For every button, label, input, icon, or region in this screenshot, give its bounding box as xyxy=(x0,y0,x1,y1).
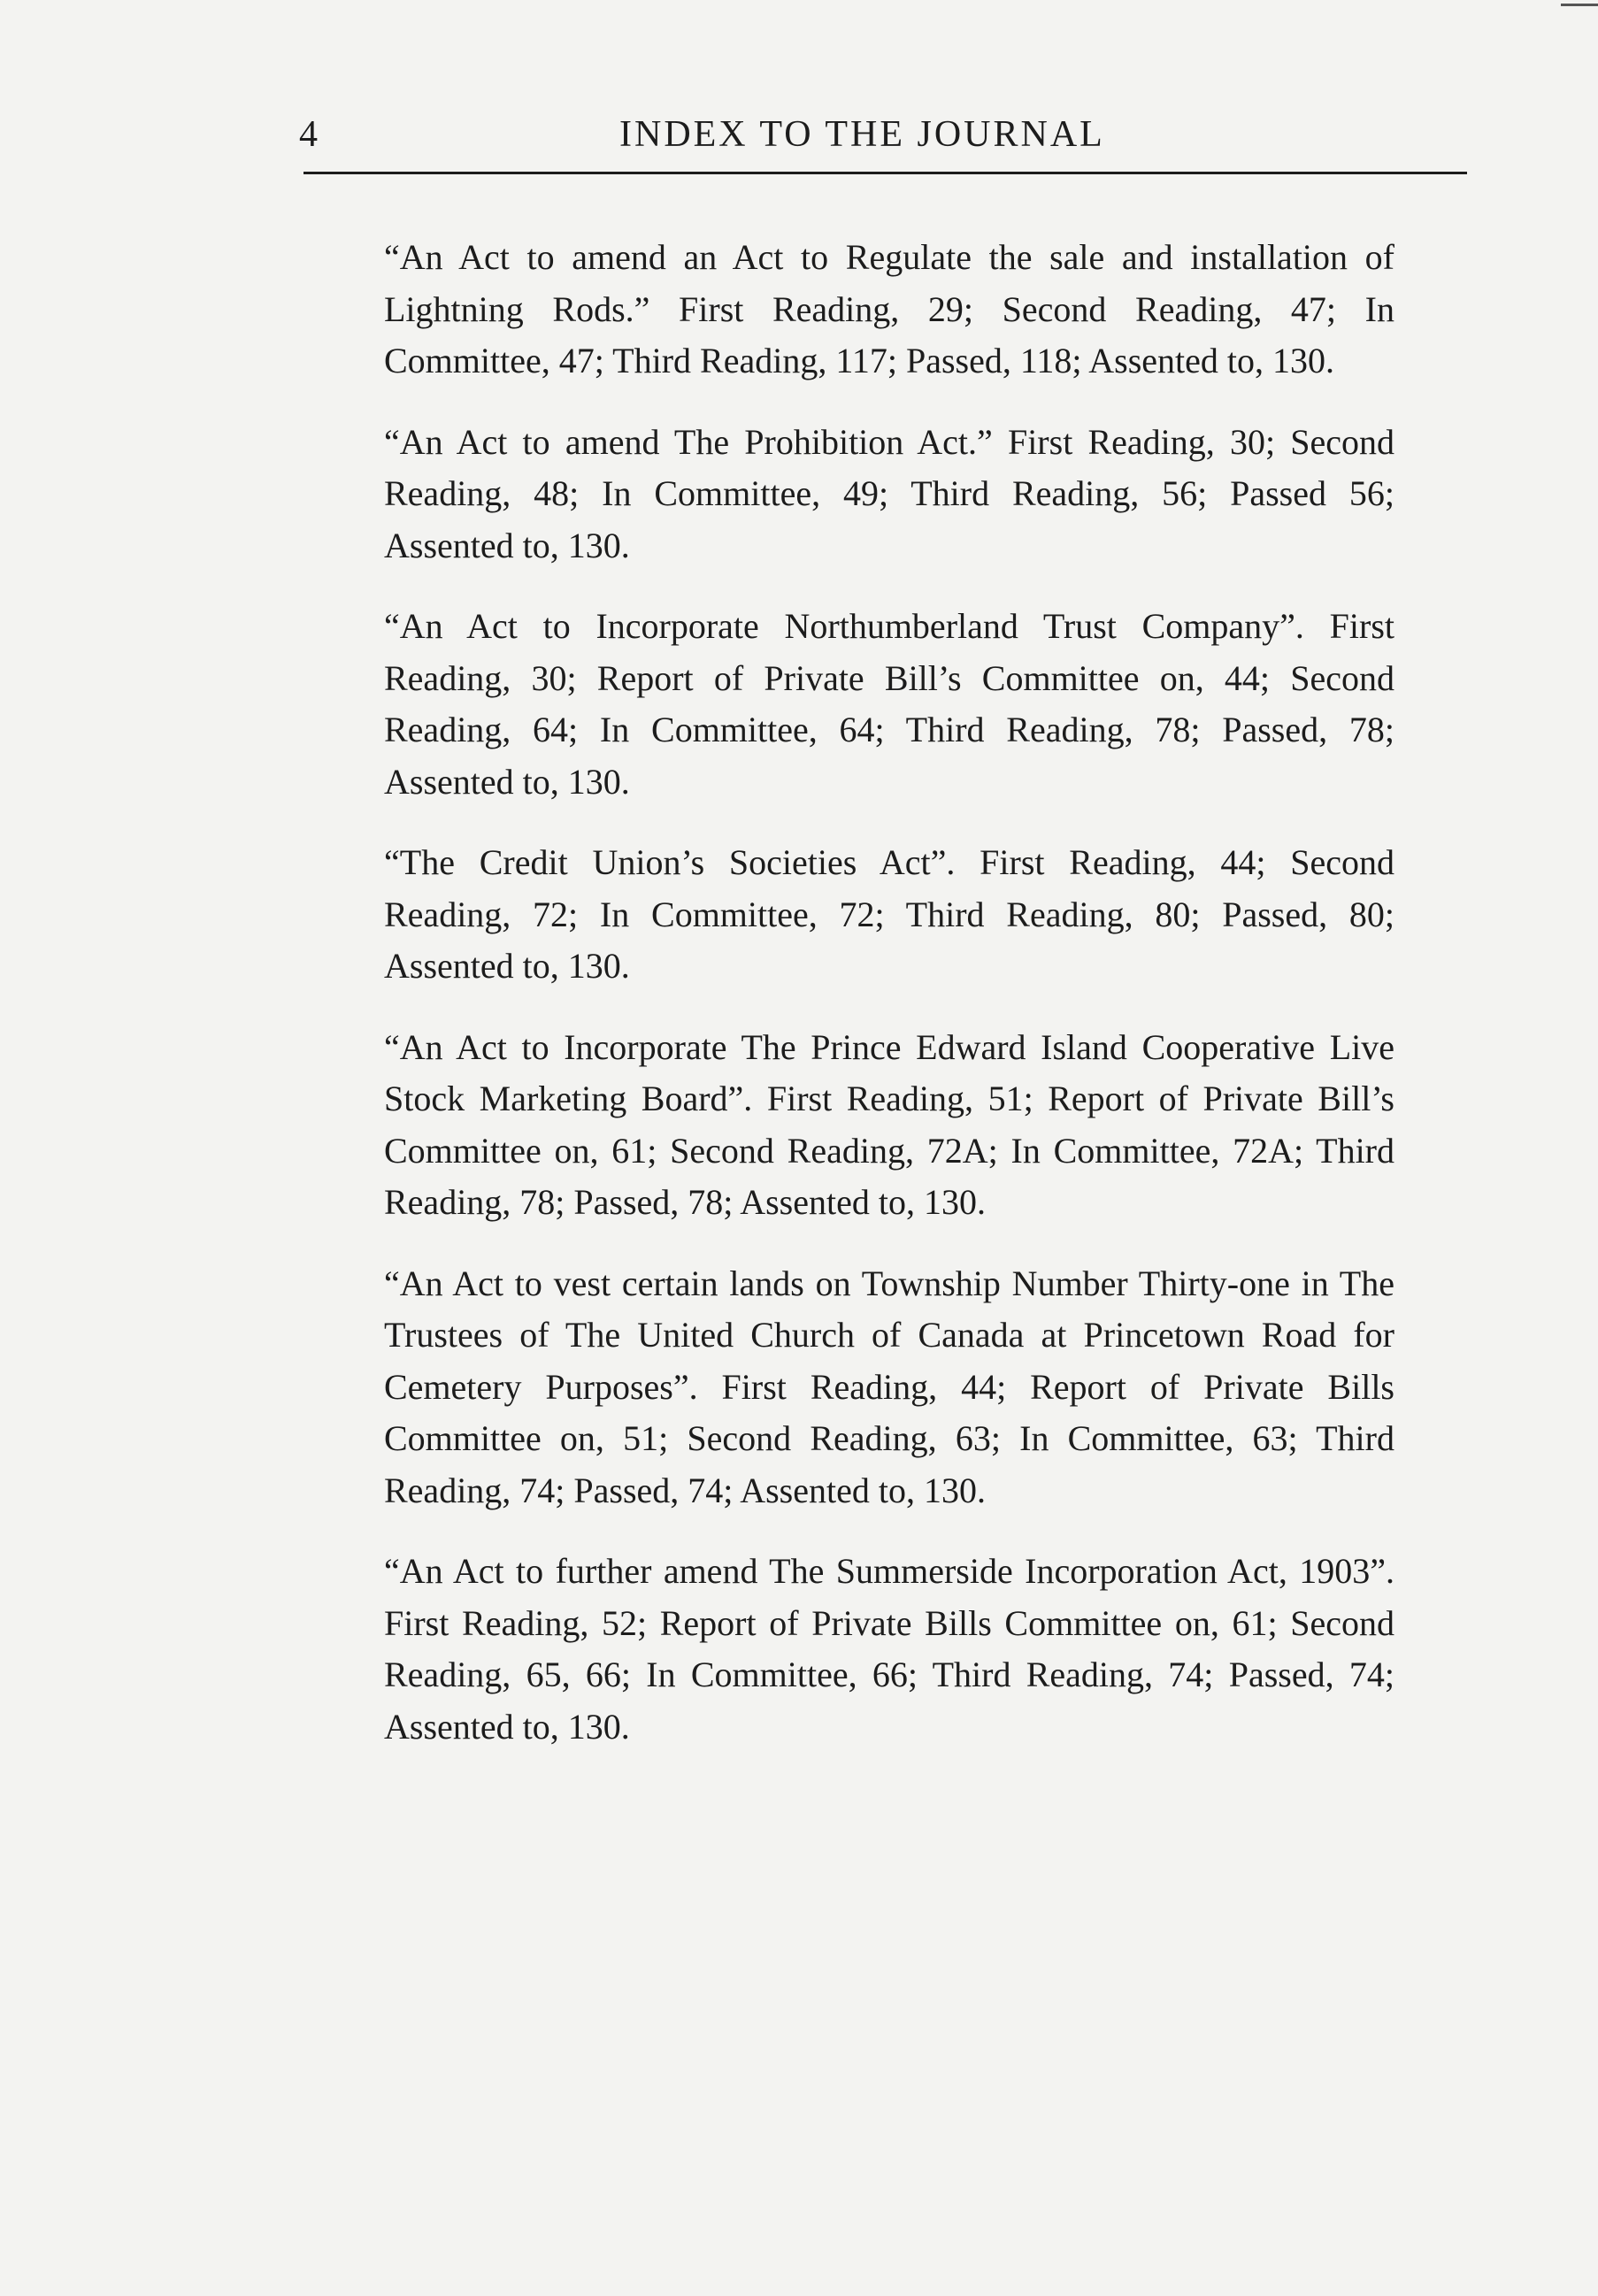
index-entry-prohibition-act: “An Act to amend The Prohibition Act.” First Reading, 30; Second Reading, 48; In Committee, 49; Third Reading, 56; Passed 56; Assented to, 130. xyxy=(384,421,1394,565)
index-entries xyxy=(384,232,1394,1782)
index-entry-northumberland-trust: “An Act to Incorporate Northumberland Trust Company”. First Reading, 30; Report of Private Bill’s Committee on, 44; Second Reading, 64; In Committee, 64; Third Reading, 78; Passed, 78; Assented to, 130. xyxy=(384,606,1394,802)
index-entry-summerside-incorporation: “An Act to further amend The Summerside Incorporation Act, 1903”. First Reading, 52; Report of Private Bills Committee on, 61; Second Reading, 65, 66; In Committee, 66; Third Reading, 74; Passed, 74; Assented to, 130. xyxy=(384,1551,1394,1747)
index-entry-credit-union-societies: “The Credit Union’s Societies Act”. First Reading, 44; Second Reading, 72; In Committee, 72; Third Reading, 80; Passed, 80; Assented to, 130. xyxy=(384,842,1394,986)
header-rule xyxy=(303,172,1467,174)
index-entry-live-stock-marketing-board: “An Act to Incorporate The Prince Edward Island Cooperative Live Stock Marketing Board”. First Reading, 51; Report of Private Bill’s Committee on, 61; Second Reading, 72A; In Committee, 72A; Third Reading, 78; Passed, 78; Assented to, 130. xyxy=(384,1026,1394,1222)
index-entry-township-thirty-one-lands: “An Act to vest certain lands on Township Number Thirty-one in The Trustees of The United Church of Canada at Princetown Road for Cemetery Purposes”. First Reading, 44; Report of Private Bills Committee on, 51; Second Reading, 63; In Committee, 63; Third Reading, 74; Passed, 74; Assented to, 130. xyxy=(384,1263,1394,1510)
running-title: INDEX TO THE JOURNAL xyxy=(619,114,1105,155)
page-number: 4 xyxy=(299,114,319,155)
index-entry-lightning-rods: “An Act to amend an Act to Regulate the sale and installation of Lightning Rods.” First Reading, 29; Second Reading, 47; In Committee, 47; Third Reading, 117; Passed, 118; Assented to, 130. xyxy=(384,237,1394,380)
scan-edge-mark xyxy=(1561,4,1598,6)
